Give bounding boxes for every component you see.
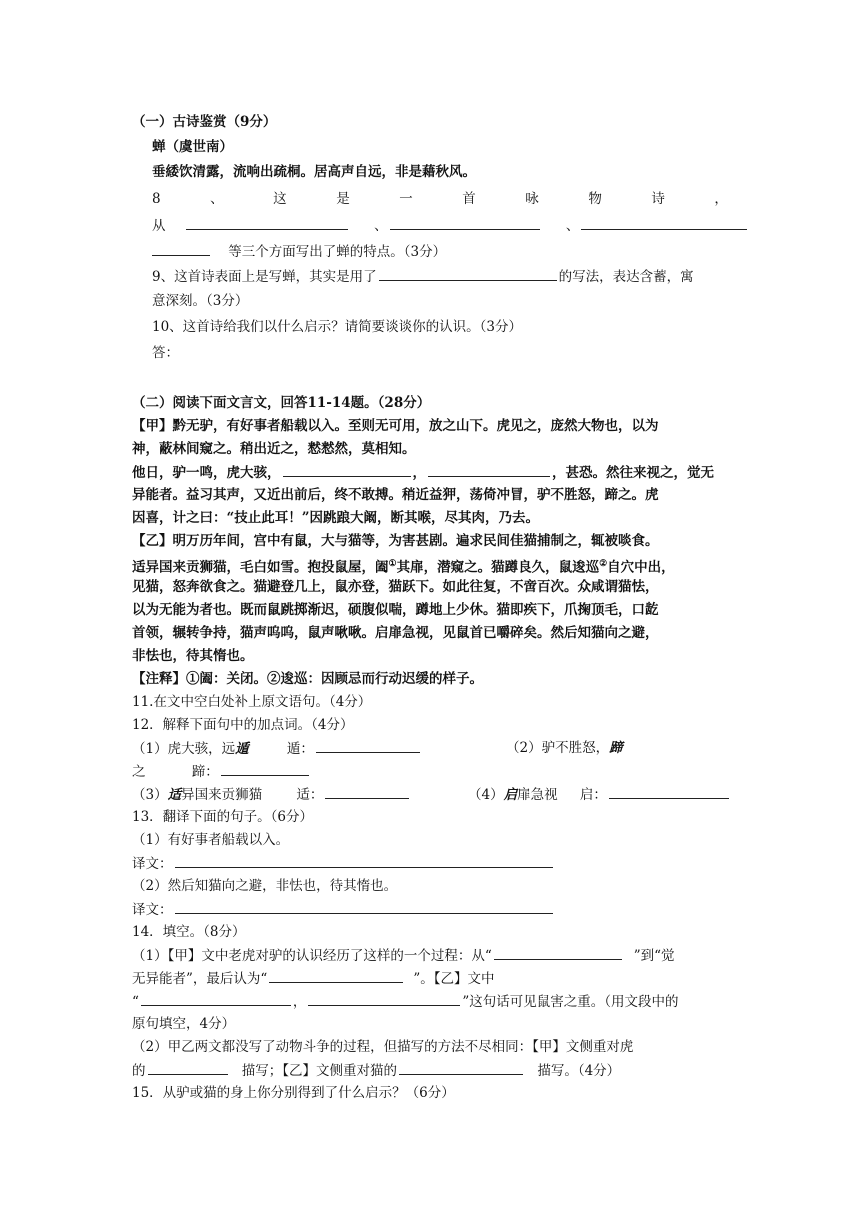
q14-blank-4[interactable]	[308, 991, 460, 1006]
jia-blank-1[interactable]	[283, 462, 411, 477]
q8-line-2: 从 、 、	[152, 215, 749, 236]
q14-part-2-line-1: （2）甲乙两文都没写了动物斗争的过程，但描写的方法不尽相同：【甲】文侧重对虎	[132, 1039, 634, 1055]
yi-line-5: 首领，辗转争持，猫声呜呜，鼠声啾啾。启扉急视，见鼠首已嚼碎矣。然后知猫向之避，	[132, 625, 659, 641]
q14-blank-3[interactable]	[141, 991, 291, 1006]
q9-line-1: 9、这首诗表面上是写蝉，其实是用了 的写法，表达含蓄，寓	[152, 266, 694, 287]
yi-line-4: 以为无能为者也。既而鼠跳掷渐迟，硕腹似喘，蹲地上少休。猫即疾下，爪掬顶毛，口龁	[132, 602, 659, 618]
jia-line-3: 他日，驴一鸣，虎大骇， ， ，甚恐。然往来视之，觉无	[132, 462, 714, 483]
yi-line-3: 见猫，怒奔欲食之。猫避登几上，鼠亦登，猫跃下。如此往复，不啻百次。众咸谓猫怯，	[132, 579, 659, 595]
poem-title: 蝉（虞世南）	[152, 139, 233, 155]
yi-line-1: 【乙】明万历年间，宫中有鼠，大与猫等，为害甚剧。遍求民间佳猫捕制之，辄被啖食。	[132, 533, 659, 549]
q11-question: 11.在文中空白处补上原文语句。（4分）	[132, 694, 372, 710]
jia-line-1: 【甲】黔无驴，有好事者船载以入。至则无可用，放之山下。虎见之，庞然大物也，以为	[132, 418, 659, 434]
annotation-note: 【注释】①阖：关闭。②逡巡：因顾忌而行动迟缓的样子。	[132, 671, 483, 687]
yi-line-2: 适异国来贡狮猫，毛白如雪。抱投鼠屋，阖①其扉，潜窥之。猫蹲良久，鼠逡巡②自穴中出，	[132, 559, 675, 576]
q8-blank-4[interactable]	[152, 241, 210, 256]
q13-sentence-1: （1）有好事者船载以入。	[132, 832, 290, 848]
q8-line-1: 8 、 这 是 一 首 咏 物 诗 ，	[152, 191, 728, 207]
q14-part-1-line-4: 原句填空，4分）	[132, 1016, 236, 1032]
q9-blank[interactable]	[379, 266, 557, 281]
q14-blank-1[interactable]	[494, 945, 622, 960]
q12-item-2: （2）驴不胜怒，蹄	[506, 740, 623, 756]
jia-blank-2[interactable]	[428, 462, 550, 477]
q12-question: 12．解释下面句中的加点词。（4分）	[132, 717, 354, 733]
jia-line-4: 异能者。益习其声，又近出前后，终不敢搏。稍近益狎，荡倚冲冒，驴不胜怒，蹄之。虎	[132, 487, 659, 503]
q12-blank-4[interactable]	[609, 784, 729, 799]
q14-part-2-line-2: 的 描写；【乙】文侧重对猫的 描写。（4分）	[132, 1060, 620, 1081]
q15-question: 15．从驴或猫的身上你分别得到了什么启示？（6分）	[132, 1085, 455, 1101]
q8-blank-3[interactable]	[581, 215, 747, 230]
q14-question: 14．填空。（8分）	[132, 924, 246, 940]
yi-line-6: 非怯也，待其惰也。	[132, 648, 254, 664]
q14-part-1-line-3: “ ， ”这句话可见鼠害之重。（用文段中的	[132, 991, 679, 1012]
q12-blank-3[interactable]	[325, 784, 409, 799]
q14-blank-5[interactable]	[148, 1060, 228, 1075]
q13-blank-2[interactable]	[175, 899, 553, 914]
q8-blank-1[interactable]	[186, 215, 348, 230]
section-1-header: （一）古诗鉴赏（9分）	[132, 114, 277, 130]
q12-blank-2[interactable]	[221, 761, 309, 776]
poem-text: 垂緌饮清露，流响出疏桐。居高声自远，非是藉秋风。	[152, 164, 476, 180]
q14-part-1-line-2: 无异能者”，最后认为“ ”。【乙】文中	[132, 968, 494, 989]
q13-translation-2: 译文：	[132, 899, 555, 920]
q13-blank-1[interactable]	[175, 853, 553, 868]
q12-item-1: （1）虎大骇，远遁 遁：	[132, 738, 422, 759]
q14-part-1-line-1: （1）【甲】文中老虎对驴的认识经历了这样的一个过程：从“ ”到“觉	[132, 945, 675, 966]
q9-line-2: 意深刻。（3分）	[152, 293, 249, 309]
q14-blank-6[interactable]	[399, 1060, 523, 1075]
q12-item-3: （3）适异国来贡狮猫 适：	[132, 784, 411, 805]
q10-question: 10、这首诗给我们以什么启示？请简要谈谈你的认识。（3分）	[152, 319, 523, 335]
section-2-header: （二）阅读下面文言文，回答11-14题。（28分）	[132, 395, 431, 411]
q14-blank-2[interactable]	[269, 968, 403, 983]
q12-item-2-cont: 之 蹄：	[132, 761, 311, 782]
q13-question: 13．翻译下面的句子。（6分）	[132, 809, 314, 825]
q13-translation-1: 译文：	[132, 853, 555, 874]
q8-line-3: 等三个方面写出了蝉的特点。（3分）	[152, 241, 446, 262]
q12-blank-1[interactable]	[316, 738, 420, 753]
q10-answer-label: 答：	[152, 345, 179, 361]
q13-sentence-2: （2）然后知猫向之避，非怯也，待其惰也。	[132, 878, 398, 894]
jia-line-5: 因喜，计之曰：“技止此耳！”因跳踉大阚，断其喉，尽其肉，乃去。	[132, 510, 540, 526]
jia-line-2: 神，蔽林间窥之。稍出近之，慭慭然，莫相知。	[132, 441, 416, 457]
q8-blank-2[interactable]	[390, 215, 540, 230]
q12-item-4: （4）启扉急视 启：	[468, 784, 731, 805]
